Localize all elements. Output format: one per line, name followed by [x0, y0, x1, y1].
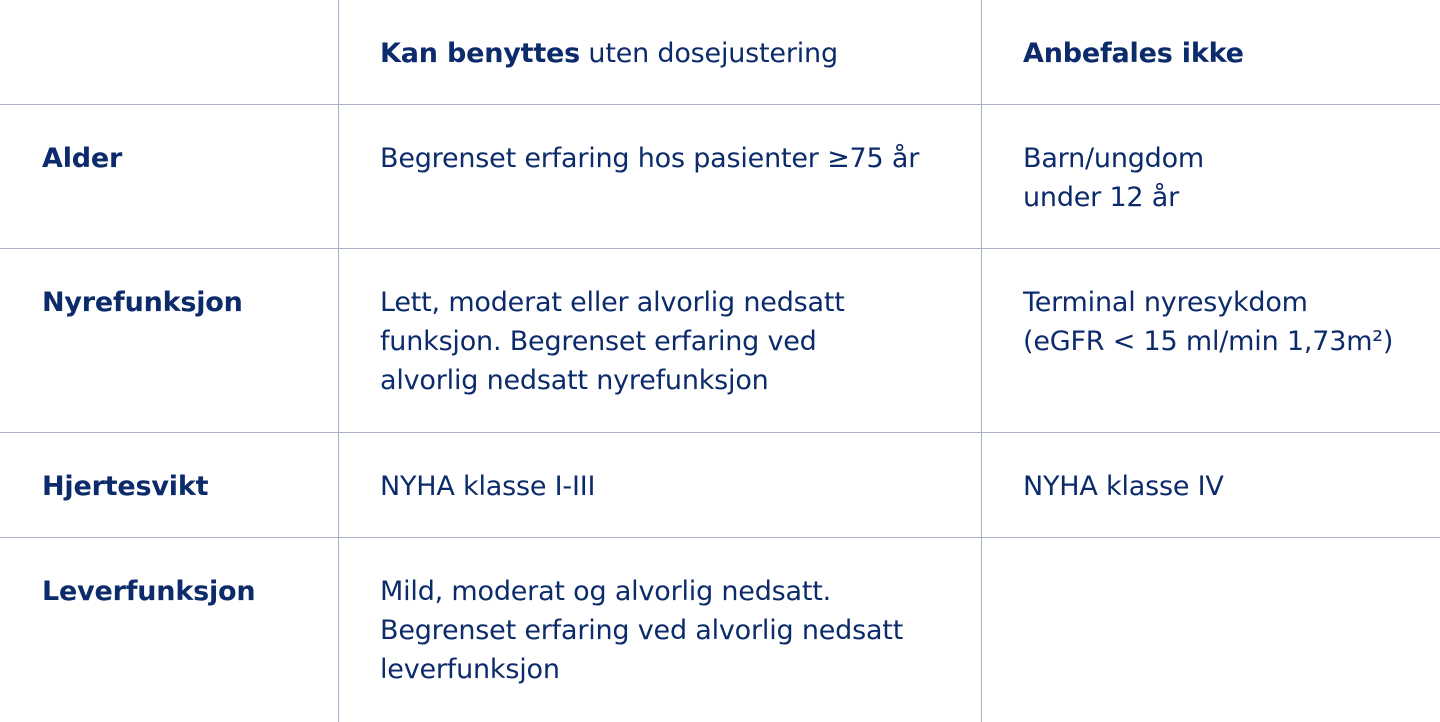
- header-recommended: [380, 34, 838, 73]
- header-recommended-rest: uten dosejustering: [580, 38, 838, 69]
- header-not-recommended: Anbefales ikke: [1023, 38, 1244, 69]
- header-recommended-bold: Kan benyttes: [380, 38, 581, 69]
- row-label-hjertesvikt: Hjertesvikt: [42, 471, 209, 502]
- row-label-nyrefunksjon: Nyrefunksjon: [42, 287, 243, 318]
- row-hjertesvikt-not-recommended: NYHA klasse IV: [1023, 471, 1224, 502]
- row-divider-3: [0, 537, 1440, 538]
- row-nyrefunksjon-recommended: Lett, moderat eller alvorlig nedsatt funksjon. Begrenset erfaring ved alvorlig nedsatt nyrefunksjon: [380, 287, 845, 396]
- row-divider-header: [0, 104, 1440, 105]
- row-divider-1: [0, 248, 1440, 249]
- column-divider-2: [981, 0, 982, 722]
- row-label-leverfunksjon: Leverfunksjon: [42, 576, 256, 607]
- row-hjertesvikt-recommended: NYHA klasse I-III: [380, 471, 596, 502]
- row-alder-recommended: Begrenset erfaring hos pasienter ≥75 år: [380, 143, 920, 174]
- row-label-alder: Alder: [42, 143, 123, 174]
- row-divider-2: [0, 432, 1440, 433]
- column-divider-1: [338, 0, 339, 722]
- row-alder-not-recommended: Barn/ungdom under 12 år: [1023, 143, 1205, 213]
- row-leverfunksjon-recommended: Mild, moderat og alvorlig nedsatt. Begrenset erfaring ved alvorlig nedsatt leverfunksjon: [380, 576, 904, 685]
- row-nyrefunksjon-not-recommended: Terminal nyresykdom (eGFR < 15 ml/min 1,73m²): [1023, 287, 1394, 357]
